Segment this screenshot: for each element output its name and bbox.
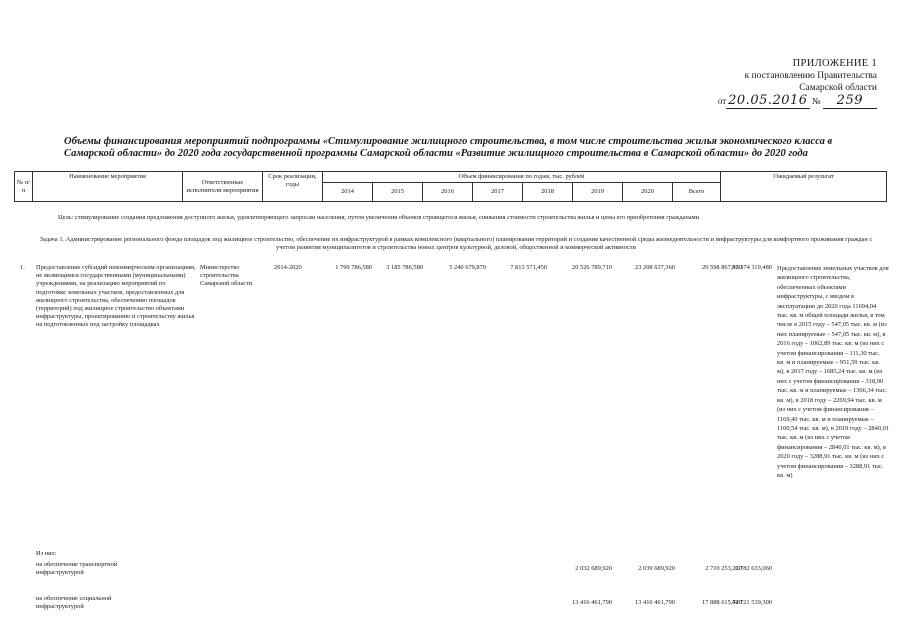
value-2019: 23 208 637,360	[635, 264, 675, 271]
header-num: № п/п	[15, 172, 33, 202]
number-prefix: №	[811, 96, 821, 106]
of-them-label: Из них:	[36, 550, 57, 557]
row-number: 1.	[20, 264, 25, 271]
header-year: 2016	[423, 183, 473, 202]
sub2-2020: 17 888 615,720	[702, 599, 742, 606]
header-year: 2017	[473, 183, 523, 202]
handwritten-date: 20.05.2016	[728, 93, 808, 108]
header-year: 2015	[373, 183, 423, 202]
sub2-label: на обеспечение социальной инфраструктурой	[36, 595, 112, 611]
header-year: 2019	[573, 183, 623, 202]
sub2-total: 44 721 539,300	[732, 599, 772, 606]
sub1-2020: 2 710 253,220	[705, 565, 742, 572]
header-total: Всего	[673, 183, 721, 202]
header-executors: Ответственные исполнители мероприятия	[183, 172, 263, 202]
value-2017: 7 813 571,450	[510, 264, 547, 271]
row-executor: Министерство строительства Самарской области	[200, 264, 253, 288]
funding-table-header	[14, 171, 887, 202]
value-2015: 3 185 786,580	[386, 264, 423, 271]
sub1-2018: 2 032 689,920	[575, 565, 612, 572]
header-result: Ожидаемый результат	[721, 172, 887, 202]
handwritten-number: 259	[823, 93, 877, 109]
sub1-2019: 2 039 689,920	[638, 565, 675, 572]
value-2016: 5 240 679,870	[449, 264, 486, 271]
header-year: 2014	[323, 183, 373, 202]
value-2014: 1 799 786,580	[335, 264, 372, 271]
document-title: Объемы финансирования мероприятий подпрограммы «Стимулирование жилищного строительства, в том числе строительства жилья экономического класса в Самарской области» до 2020 года государственной программы Самарской области «Развитие жилищного строительства в Самарской области» до 2020 года	[64, 136, 833, 159]
appendix-line2: Самарской области	[799, 83, 877, 93]
appendix-block	[717, 58, 877, 107]
header-funding: Объем финансирования по годам, тыс. рублей	[323, 172, 721, 183]
value-2018: 20 526 789,710	[572, 264, 612, 271]
value-2020: 20 598 867,950	[702, 264, 742, 271]
header-term: Срок реализации, годы	[263, 172, 323, 202]
sub1-total: 6 782 633,060	[735, 565, 772, 572]
appendix-line1: к постановлению Правительства	[744, 71, 877, 81]
task-text: Задача 1. Администрирование регионального фонда площадок под жилищное строительство, обеспечение их инфраструктурой в рамках комплексного (квартального) планирования территорий и создания качественной среды жизнедеятельности и инфраструктуры для комфортного проживания граждан с учетом развития муниципалитетов и строительства новых центров культурной, деловой, общественной и коммерческой активности	[39, 236, 873, 251]
row-activity-name: Предоставление субсидий некоммерческим организациям, не являющимся государственными (муниципальными) учреждениями, на реализацию мероприятий по подготовке земельных участков, предоставленных для жилищного строительства, обеспечению площадок (территорий) под жилищное строительство объектами инфраструктуры, проектированию и строительству жилья на подготовленных под застройку площадках	[36, 264, 196, 329]
appendix-date-line	[717, 95, 877, 107]
row-expected-result: Предоставление земельных участков для жилищного строительства, обеспеченных объектами инфраструктуры, с вводом в эксплуатацию до 2020 года 11694,04 тыс. кв. м общей площади жилья, в том числе в 2015 году – 547,05 тыс. кв. м (из них планируемые – 547,05 тыс. кв. м), в 2016 году – 1062,89 тыс. кв. м (из них с учетом финансирования – 111,30 тыс. кв. м и планируемые – 951,59 тыс. кв. м), в 2017 году – 1685,24 тыс. кв. м (из них с учетом финансирования – 318,90 тыс. кв. м и планируемые – 1366,34 тыс. кв. м), в 2018 году – 2269,94 тыс. кв. м (из них с учетом финансирования – 1169,40 тыс. кв. м и планируемые – 1100,54 тыс. кв. м), в 2019 году – 2840,01 тыс. кв. м (из них с учетом финансирования – 2840,01 тыс. кв. м), в 2020 году – 3288,91 тыс. кв. м (из них с учетом финансирования – 3288,91 тыс. кв. м)	[777, 265, 890, 479]
appendix-title: ПРИЛОЖЕНИЕ 1	[792, 58, 877, 69]
sub2-2018: 13 416 461,790	[572, 599, 612, 606]
row-term: 2014-2020	[274, 264, 302, 271]
goal-text: Цель: стимулирование создания предложения доступного жилья, удовлетворяющего запросам населения, путем увеличения объемов строящегося жилья, снижения стоимости строительства жилья и цены его приобретения гражданами	[58, 214, 700, 221]
date-prefix: от	[717, 96, 727, 106]
header-name: Наименование мероприятия	[33, 172, 183, 202]
sub2-2019: 13 416 461,790	[635, 599, 675, 606]
header-year: 2020	[623, 183, 673, 202]
header-year: 2018	[523, 183, 573, 202]
value-total: 82 374 119,480	[732, 264, 772, 271]
sub1-label: на обеспечение транспортной инфраструктурой	[36, 561, 118, 577]
